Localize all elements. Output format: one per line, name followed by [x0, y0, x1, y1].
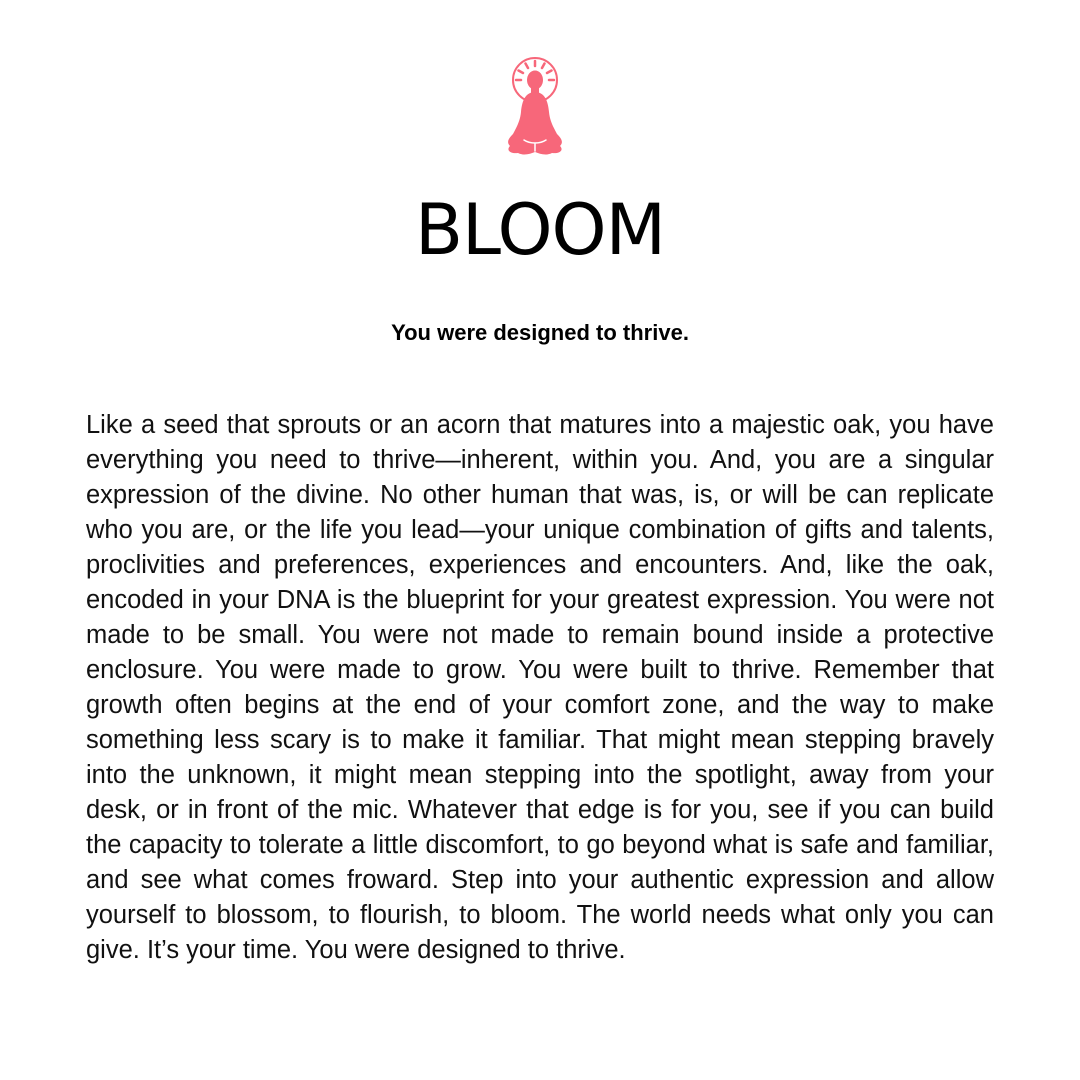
page-title: BLOOM — [414, 189, 666, 271]
meditating-figure-icon — [500, 56, 570, 160]
body-paragraph: Like a seed that sprouts or an acorn that matures into a majestic oak, you have everything you need to thrive—inherent, within you. And, you are a singular expression of the divine. No other human that was, is, or will be can replicate who you are, or the life you lead—your unique combination of gifts and talents, proclivities and preferences, experiences and encounters. And, like the oak, encoded in your DNA is the blueprint for your greatest expression. You were not made to be small. You were not made to remain bound inside a protective enclosure. You were made to grow. You were built to thrive. Remember that growth often begins at the end of your comfort zone, and the way to make something less scary is to make it familiar. That might mean stepping bravely into the unknown, it might mean stepping into the spotlight, away from your desk, or in front of the mic. Whatever that edge is for you, see if you can build the capacity to tolerate a little discomfort, to go beyond what is safe and familiar, and see what comes froward. Step into your authentic expression and allow yourself to blossom, to flourish, to bloom. The world needs what only you can give. It’s your time. You were designed to thrive. — [86, 411, 994, 964]
tagline: You were designed to thrive. — [391, 320, 689, 345]
